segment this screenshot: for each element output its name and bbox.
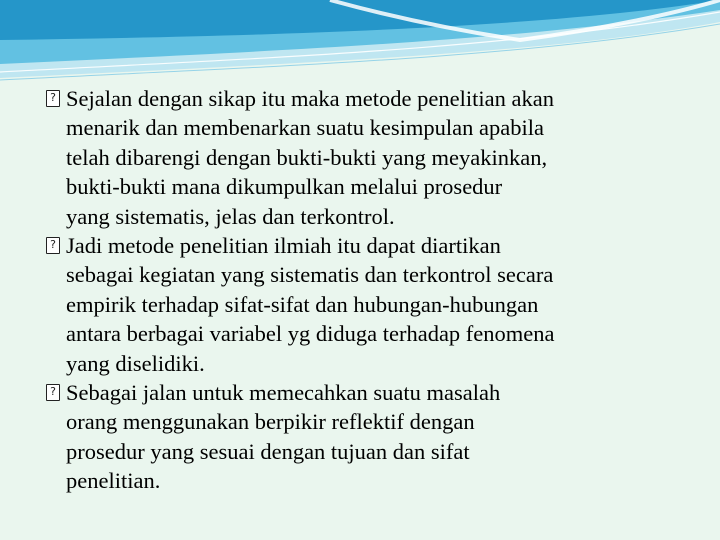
- paragraph-line: empirik terhadap sifat-sifat dan hubungan-hubungan: [66, 291, 539, 317]
- bullet-paragraph: [46, 378, 696, 496]
- paragraph-line: antara berbagai variabel yg diduga terhadap fenomena: [66, 321, 555, 347]
- paragraph-line: yang diselidiki.: [66, 350, 205, 376]
- paragraph-line: sebagai kegiatan yang sistematis dan terkontrol secara: [66, 262, 554, 288]
- paragraph-line: Sejalan dengan sikap itu maka metode penelitian akan: [66, 86, 554, 111]
- header-wave-decoration: [0, 0, 720, 90]
- paragraph-line: yang sistematis, jelas dan terkontrol.: [66, 203, 395, 229]
- paragraph-line: telah dibarengi dengan bukti-bukti yang meyakinkan,: [66, 144, 548, 170]
- bullet-paragraph: [46, 84, 696, 231]
- replacement-character-icon: ?: [46, 384, 60, 401]
- paragraph-line: Sebagai jalan untuk memecahkan suatu masalah: [66, 380, 501, 406]
- paragraph-line: prosedur yang sesuai dengan tujuan dan sifat: [66, 438, 470, 464]
- bullet-list: [46, 84, 696, 496]
- paragraph-line: Jadi metode penelitian ilmiah itu dapat diartikan: [66, 233, 501, 259]
- paragraph-line: menarik dan membenarkan suatu kesimpulan apabila: [66, 115, 544, 141]
- paragraph-line: orang menggunakan berpikir reflektif dengan: [66, 409, 475, 435]
- paragraph-line: penelitian.: [66, 468, 161, 494]
- paragraph-line: bukti-bukti mana dikumpulkan melalui prosedur: [66, 174, 503, 200]
- replacement-character-icon: ?: [46, 237, 60, 254]
- bullet-paragraph: [46, 231, 696, 378]
- replacement-character-icon: ?: [46, 90, 60, 107]
